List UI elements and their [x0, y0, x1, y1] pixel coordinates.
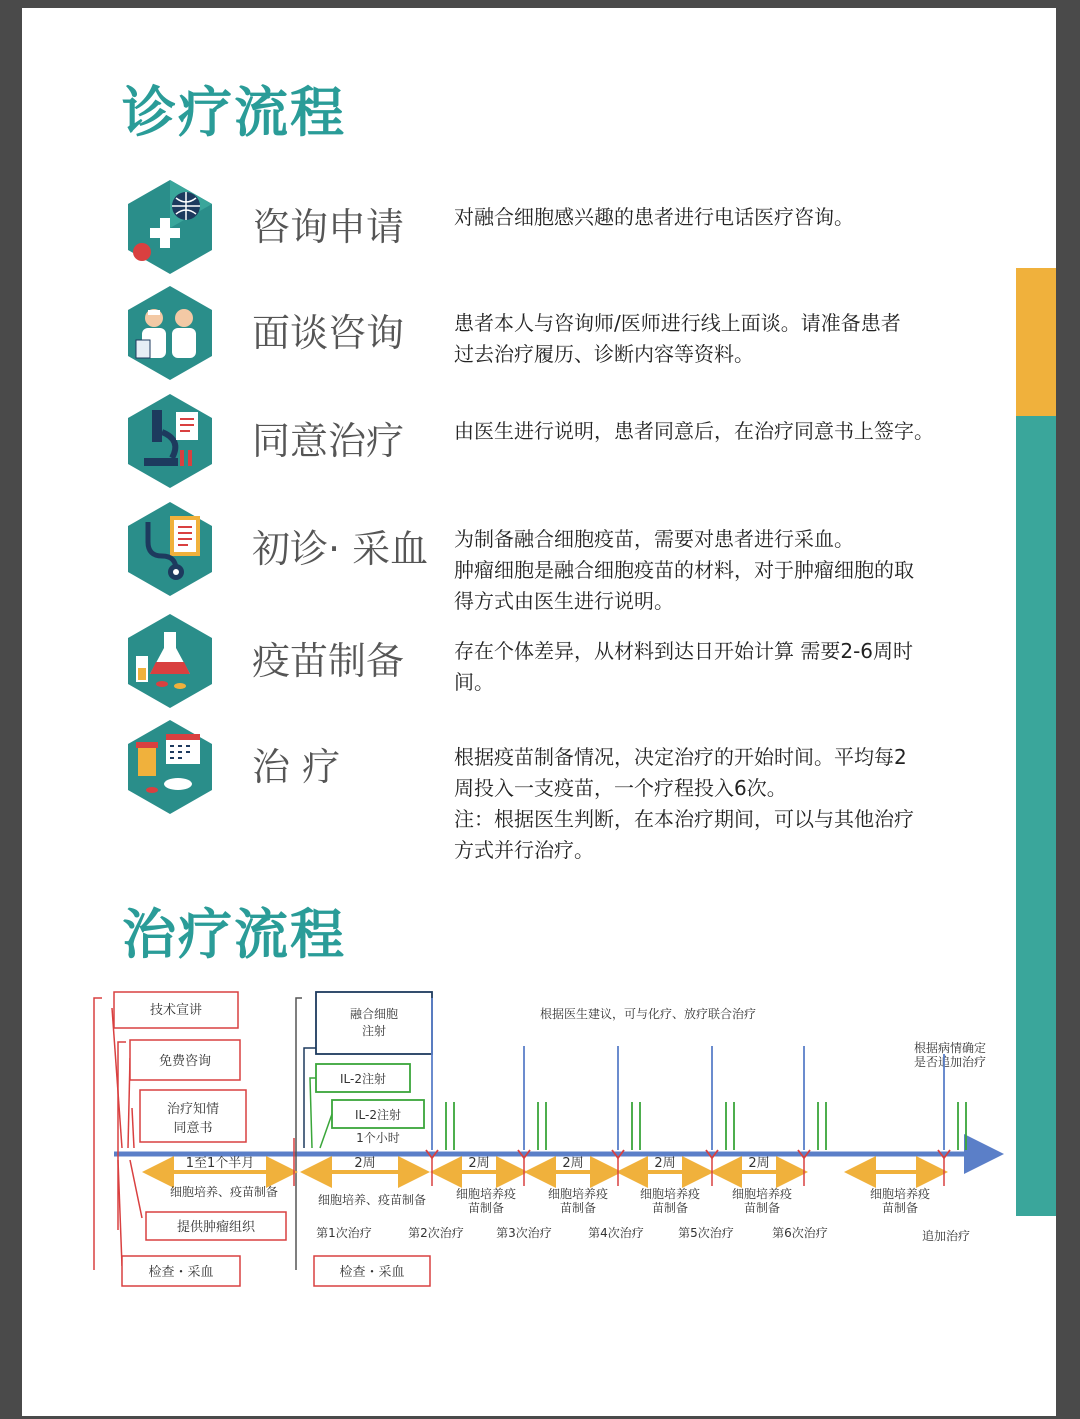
svg-text:治疗知情: 治疗知情 — [166, 1102, 220, 1117]
treatment-label: 第6次治疗 — [772, 1226, 828, 1240]
prep-label-b: 细胞培养、疫苗制备 — [318, 1193, 427, 1207]
step-name: 咨询申请 — [252, 205, 405, 249]
duration-label: 2周 — [468, 1156, 490, 1171]
step-description: 患者本人与咨询师/医师进行线上面谈。请准备患者 过去治疗履历、诊断内容等资料。 — [454, 311, 901, 366]
prep-label: 苗制备 — [651, 1201, 689, 1215]
section-title-diagnosis: 诊疗流程 — [122, 81, 346, 144]
page — [22, 8, 1056, 1416]
svg-text:同意书: 同意书 — [173, 1121, 213, 1136]
step-description: 对融合细胞感兴趣的患者进行电话医疗咨询。 — [454, 205, 854, 229]
box-fusion-injection — [316, 992, 432, 1054]
treatment-label: 第5次治疗 — [678, 1226, 734, 1240]
extra-treatment-label: 追加治疗 — [921, 1229, 971, 1243]
bracket-left-outer — [94, 998, 102, 1270]
bracket-mid — [296, 998, 302, 1270]
treatment-label: 第3次治疗 — [496, 1226, 552, 1240]
prep-label: 细胞培养疫 — [639, 1187, 701, 1201]
combo-therapy-note: 根据医生建议，可与化疗、放疗联合治疗 — [540, 1007, 757, 1021]
svg-text:免费咨询: 免费咨询 — [158, 1054, 212, 1069]
svg-text:检查・采血: 检查・采血 — [339, 1265, 405, 1280]
duration-label: 2周 — [562, 1156, 584, 1171]
prep-label: 苗制备 — [881, 1201, 919, 1215]
step-name: 疫苗制备 — [252, 639, 405, 683]
prep-label: 苗制备 — [743, 1201, 781, 1215]
treatment-label: 第2次治疗 — [408, 1226, 464, 1240]
prep-label-a: 细胞培养、疫苗制备 — [170, 1185, 279, 1199]
one-hour-label: 1个小时 — [356, 1131, 400, 1145]
svg-text:融合细胞: 融合细胞 — [349, 1007, 399, 1021]
box-il2-b — [332, 1100, 424, 1128]
duration-label: 1至1个半月 — [185, 1156, 255, 1171]
duration-label: 2周 — [354, 1156, 376, 1171]
box-exam-blood-1 — [122, 1256, 240, 1286]
section-title-treatment: 治疗流程 — [122, 903, 346, 966]
step-description: 根据疫苗制备情况，决定治疗的开始时间。平均每2 周投入一支疫苗，一个疗程投入6次。 注：根据医生判断，在本治疗期间，可以与其他治疗 方式并行治疗。 — [454, 745, 914, 862]
svg-text:注射: 注射 — [361, 1024, 387, 1038]
step-name: 治 疗 — [252, 745, 341, 789]
extra-note-line1: 根据病情确定 — [914, 1041, 987, 1055]
svg-text:IL-2注射: IL-2注射 — [340, 1072, 386, 1086]
step-name: 同意治疗 — [252, 419, 405, 463]
step-description: 为制备融合细胞疫苗，需要对患者进行采血。 肿瘤细胞是融合细胞疫苗的材料，对于肿瘤细胞的取 得方式由医生进行说明。 — [454, 527, 914, 613]
prep-label: 苗制备 — [467, 1201, 505, 1215]
box-free-consult — [130, 1040, 240, 1080]
box-provide-tumor — [146, 1212, 286, 1240]
step-description: 由医生进行说明，患者同意后，在治疗同意书上签字。 — [454, 419, 934, 443]
prep-label: 细胞培养疫 — [869, 1187, 931, 1201]
duration-label: 2周 — [748, 1156, 770, 1171]
prep-label: 细胞培养疫 — [547, 1187, 609, 1201]
step-name: 面谈咨询 — [252, 311, 405, 355]
svg-text:IL-2注射: IL-2注射 — [355, 1108, 401, 1122]
svg-text:检查・采血: 检查・采血 — [148, 1265, 214, 1280]
box-il2-a — [316, 1064, 410, 1092]
step-description: 存在个体差异，从材料到达日开始计算 需要2-6周时 间。 — [454, 639, 914, 694]
box-exam-blood-2 — [314, 1256, 430, 1286]
prep-label: 苗制备 — [559, 1201, 597, 1215]
step-name: 初诊· 采血 — [252, 527, 429, 571]
treatment-timeline — [22, 8, 1056, 1416]
extra-note-line2: 是否追加治疗 — [914, 1055, 987, 1069]
prep-label: 细胞培养疫 — [455, 1187, 517, 1201]
box-consent-form — [140, 1090, 246, 1142]
svg-text:技术宣讲: 技术宣讲 — [149, 1003, 203, 1018]
treatment-label: 第4次治疗 — [588, 1226, 644, 1240]
svg-text:提供肿瘤组织: 提供肿瘤组织 — [176, 1220, 256, 1235]
treatment-label: 第1次治疗 — [316, 1226, 372, 1240]
duration-label: 2周 — [654, 1156, 676, 1171]
prep-label: 细胞培养疫 — [731, 1187, 793, 1201]
box-tech-lecture — [114, 992, 238, 1028]
